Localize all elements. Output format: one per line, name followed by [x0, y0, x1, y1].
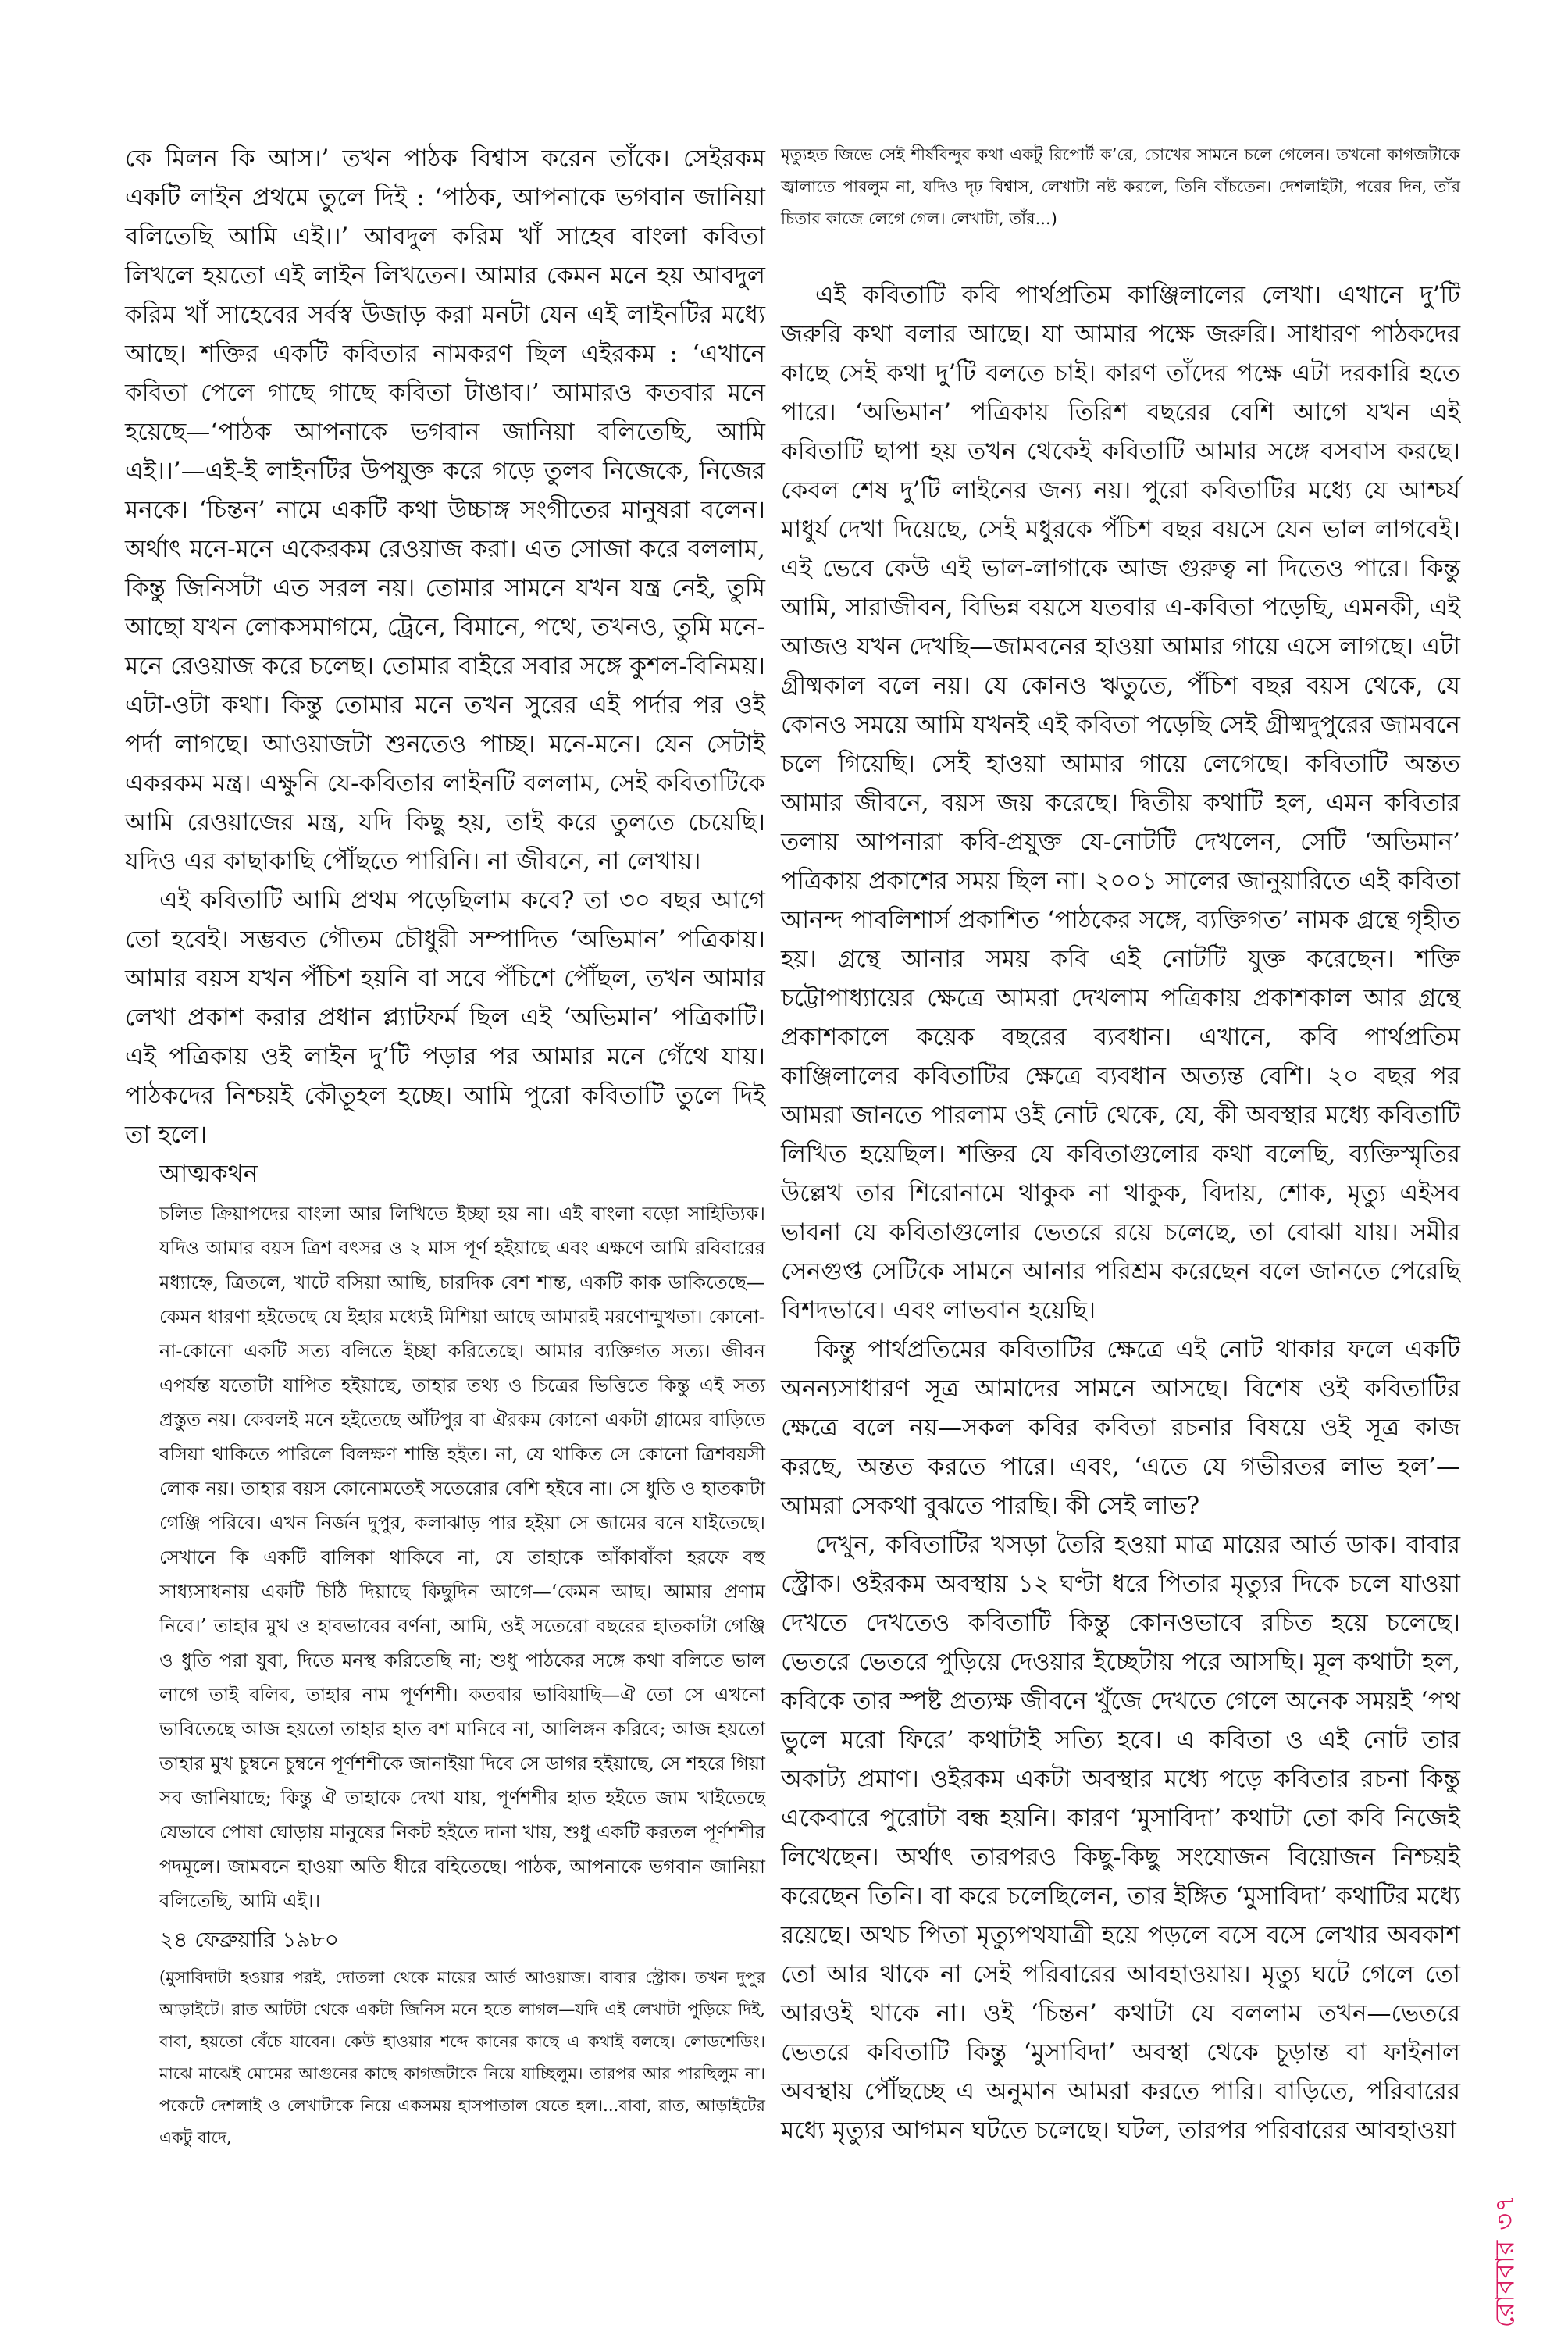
body-paragraph: দেখুন, কবিতাটির খসড়া তৈরি হওয়া মাত্র মায়ের আর্ত ডাক। বাবার স্ট্রোক। ওইরকম অবস্থায় ১২ ঘণ্টা ধরে পিতার মৃত্যুর দিকে চলে যাওয়া দেখতে দেখতেও কবিতাটি কিন্তু কোনওভাবে রচিত হয়ে চলেছে। ভেতরে ভেতরে পুড়িয়ে দেওয়ার ইচ্ছেটায় পরে আসছি। মূল কথাটা হল, কবিকে তার স্পষ্ট প্রত্যক্ষ জীবনে খুঁজে দেখতে গেলে অনেক সময়ই ‘পথ ভুলে মরো ফিরে’ কথাটাই সত্যি হবে। এ কবিতা ও এই নোট তার অকাট্য প্রমাণ। ওইরকম একটা অবস্থার মধ্যে পড়ে কবিতার রচনা কিন্তু একেবারে পুরোটা বন্ধ হয়নি। কারণ ‘মুসাবিদা’ কথাটা তো কবি নিজেই লিখেছেন। অর্থাৎ তারপরও কিছু-কিছু সংযোজন বিয়োজন নিশ্চয়ই করেছেন তিনি। বা করে চলেছিলেন, তার ইঙ্গিত ‘মুসাবিদা’ কথাটির মধ্যে রয়েছে। অথচ পিতা মৃত্যুপথযাত্রী হয়ে পড়লে বসে বসে লেখার অবকাশ তো আর থাকে না সেই পরিবারের আবহাওয়ায়। মৃত্যু ঘটে গেলে তো আরওই থাকে না। ওই ‘চিন্তন’ কথাটা যে বললাম তখন—ভেতরে ভেতরে কবিতাটি কিন্তু ‘মুসাবিদা’ অবস্থা থেকে চূড়ান্ত বা ফাইনাল অবস্থায় পৌঁছচ্ছে এ অনুমান আমরা করতে পারি। বাড়িতে, পরিবারের মধ্যে মৃত্যুর আগমন ঘটতে চলেছে। ঘটল, তারপর পরিবারের আবহাওয়া — [781, 1531, 1460, 2145]
poem-text: চলিত ক্রিয়াপদের বাংলা আর লিখিতে ইচ্ছা হয় না। এই বাংলা বড়ো সাহিত্যিক। যদিও আমার বয়স ত্রিশ বৎসর ও ২ মাস পূর্ণ হইয়াছে এবং এক্ষণে আমি রবিবারের মধ্যাহ্নে, ত্রিতলে, খাটে বসিয়া আছি, চারদিক বেশ শান্ত, একটি কাক ডাকিতেছে—কেমন ধারণা হইতেছে যে ইহার মধ্যেই মিশিয়া আছে আমারই মরণোন্মুখতা। কোনো-না-কোনো একটি সত্য বলিতে ইচ্ছা করিতেছে। আমার ব্যক্তিগত সত্য। জীবন এপর্যন্ত যতোটা যাপিত হইয়াছে, তাহার তথ্য ও চিত্রের ভিত্তিতে কিন্তু এই সত্য প্রস্তুত নয়। কেবলই মনে হইতেছে আঁটপুর বা ঐরকম কোনো একটা গ্রামের বাড়িতে বসিয়া থাকিতে পারিলে বিলক্ষণ শান্তি হইত। না, যে থাকিত সে কোনো ত্রিশবয়সী লোক নয়। তাহার বয়স কোনোমতেই সতেরোর বেশি হইবে না। সে ধুতি ও হাতকাটা গেঞ্জি পরিবে। এখন নির্জন দুপুর, কলাঝাড় পার হইয়া সে জামের বনে যাইতেছে। সেখানে কি একটি বালিকা থাকিবে না, যে তাহাকে আঁকাবাঁকা হরফে বহু সাধ্যসাধনায় একটি চিঠি দিয়াছে কিছুদিন আগে—‘কেমন আছ। আমার প্রণাম নিবে।’ তাহার মুখ ও হাবভাবের বর্ণনা, আমি, ওই সতেরো বছরের হাতকাটা গেঞ্জি ও ধুতি পরা যুবা, দিতে মনস্থ করিতেছি না; শুধু পাঠকের সঙ্গে কথা বলিতে ভাল লাগে তাই বলিব, তাহার নাম পূর্ণশশী। কতবার ভাবিয়াছি—ঐ তো সে এখনো ভাবিতেছে আজ হয়তো তাহার হাত বশ মানিবে না, আলিঙ্গন করিবে; আজ হয়তো তাহার মুখ চুম্বনে চুম্বনে পূর্ণশশীকে জানাইয়া দিবে সে ডাগর হইয়াছে, সে শহরে গিয়া সব জানিয়াছে; কিন্তু ঐ তাহাকে দেখা যায়, পূর্ণশশীর হাত হইতে জাম খাইতেছে যেভাবে পোষা ঘোড়ায় মানুষের নিকট হইতে দানা খায়, শুধু একটি করতল পূর্ণশশীর পদমূলে। জামবনে হাওয়া অতি ধীরে বহিতেছে। পাঠক, আপনাকে ভগবান জানিয়া বলিতেছি, আমি এই।। — [159, 1203, 766, 1912]
body-paragraph: কে মিলন কি আস।’ তখন পাঠক বিশ্বাস করেন তাঁকে। সেইরকম একটি লাইন প্রথমে তুলে দিই : ‘পাঠক, আপনাকে ভগবান জানিয়া বলিতেছি আমি এই।।’ আবদুল করিম খাঁ সাহেব বাংলা কবিতা লিখলে হয়তো এই লাইন লিখতেন। আমার কেমন মনে হয় আবদুল করিম খাঁ সাহেবের সর্বস্ব উজাড় করা মনটা যেন এই লাইনটির মধ্যে আছে। শক্তির একটি কবিতার নামকরণ ছিল এইরকম : ‘এখানে কবিতা পেলে গাছে গাছে কবিতা টাঙাব।’ আমারও কতবার মনে হয়েছে—‘পাঠক আপনাকে ভগবান জানিয়া বলিতেছি, আমি এই।।’—এই-ই লাইনটির উপযুক্ত করে গড়ে তুলব নিজেকে, নিজের মনকে। ‘চিন্তন’ নামে একটি কথা উচ্চাঙ্গ সংগীতের মানুষরা বলেন। অর্থাৎ মনে-মনে একেরকম রেওয়াজ করা। এত সোজা করে বললাম, কিন্তু জিনিসটা এত সরল নয়। তোমার সামনে যখন যন্ত্র নেই, তুমি আছো যখন লোকসমাগমে, ট্রেনে, বিমানে, পথে, তখনও, তুমি মনে-মনে রেওয়াজ করে চলেছ। তোমার বাইরে সবার সঙ্গে কুশল-বিনিময়। এটা-ওটা কথা। কিন্তু তোমার মনে তখন সুরের এই পর্দার পর ওই পর্দা লাগছে। আওয়াজটা শুনতেও পাচ্ছ। মনে-মনে। যেন সেটাই একরকম মন্ত্র। এক্ষুনি যে-কবিতার লাইনটি বললাম, সেই কবিতাটিকে আমি রেওয়াজের মন্ত্র, যদি কিছু হয়, তাই করে তুলতে চেয়েছি। যদিও এর কাছাকাছি পৌঁছতে পারিনি। না জীবনে, না লেখায়। — [125, 144, 765, 875]
page-folio — [1484, 2179, 1531, 2343]
folio-text: রোববার ৩৭ — [1489, 2194, 1521, 2328]
left-column — [125, 139, 765, 2154]
poem-title: আত্মকথন — [159, 1160, 258, 1188]
poem-footnote-continued: মৃত্যুহত জিভে সেই শীর্ষবিন্দুর কথা একটু রিপোর্ট ক’রে, চোখের সামনে চলে গেলেন। তখনো কাগজটাকে জ্বালাতে পারলুম না, যদিও দৃঢ় বিশ্বাস, লেখাটা নষ্ট করলে, তিনি বাঁচতেন। দেশলাইটা, পরের দিন, তাঁর চিতার কাজে লেগে গেল। লেখাটা, তাঁর...) — [781, 145, 1460, 228]
body-paragraph: এই কবিতাটি কবি পার্থপ্রতিম কাঞ্জিলালের লেখা। এখানে দু’টি জরুরি কথা বলার আছে। যা আমার পক্ষে জরুরি। সাধারণ পাঠকদের কাছে সেই কথা দু’টি বলতে চাই। কারণ তাঁদের পক্ষে এটা দরকারি হতে পারে। ‘অভিমান’ পত্রিকায় তিরিশ বছরের বেশি আগে যখন এই কবিতাটি ছাপা হয় তখন থেকেই কবিতাটি আমার সঙ্গে বসবাস করছে। কেবল শেষ দু’টি লাইনের জন্য নয়। পুরো কবিতাটির মধ্যে যে আশ্চর্য মাধুর্য দেখা দিয়েছে, সেই মধুরকে পঁচিশ বছর বয়সে যেন ভাল লাগবেই। এই ভেবে কেউ এই ভাল-লাগাকে আজ গুরুত্ব না দিতেও পারে। কিন্তু আমি, সারাজীবন, বিভিন্ন বয়সে যতবার এ-কবিতা পড়েছি, এমনকী, এই আজও যখন দেখছি—জামবনের হাওয়া আমার গায়ে এসে লাগছে। এটা গ্রীষ্মকাল বলে নয়। যে কোনও ঋতুতে, পঁচিশ বছর বয়স থেকে, যে কোনও সময়ে আমি যখনই এই কবিতা পড়েছি সেই গ্রীষ্মদুপুরের জামবনে চলে গিয়েছি। সেই হাওয়া আমার গায়ে লেগেছে। কবিতাটি অন্তত আমার জীবনে, বয়স জয় করেছে। দ্বিতীয় কথাটি হল, এমন কবিতার তলায় আপনারা কবি-প্রযুক্ত যে-নোটটি দেখলেন, সেটি ‘অভিমান’ পত্রিকায় প্রকাশের সময় ছিল না। ২০০১ সালের জানুয়ারিতে এই কবিতা আনন্দ পাবলিশার্স প্রকাশিত ‘পাঠকের সঙ্গে, ব্যক্তিগত’ নামক গ্রন্থে গৃহীত হয়। গ্রন্থে আনার সময় কবি এই নোটটি যুক্ত করেছেন। শক্তি চট্টোপাধ্যায়ের ক্ষেত্রে আমরা দেখলাম পত্রিকায় প্রকাশকাল আর গ্রন্থে প্রকাশকালে কয়েক বছরের ব্যবধান। এখানে, কবি পার্থপ্রতিম কাঞ্জিলালের কবিতাটির ক্ষেত্রে ব্যবধান অত্যন্ত বেশি। ২০ বছর পর আমরা জানতে পারলাম ওই নোট থেকে, যে, কী অবস্থার মধ্যে কবিতাটি লিখিত হয়েছিল। শক্তির যে কবিতাগুলোর কথা বলেছি, ব্যক্তিস্মৃতির উল্লেখ তার শিরোনামে থাকুক না থাকুক, বিদায়, শোক, মৃত্যু এইসব ভাবনা যে কবিতাগুলোর ভেতরে রয়ে চলেছে, তা বোঝা যায়। সমীর সেনগুপ্ত সেটিকে সামনে আনার পরিশ্রম করেছেন বলে জানতে পেরেছি বিশদভাবে। এবং লাভবান হয়েছি। — [781, 281, 1460, 1325]
body-paragraph: এই কবিতাটি আমি প্রথম পড়েছিলাম কবে? তা ৩০ বছর আগে তো হবেই। সম্ভবত গৌতম চৌধুরী সম্পাদিত ‘অভিমান’ পত্রিকায়। আমার বয়স যখন পঁচিশ হয়নি বা সবে পঁচিশে পৌঁছল, তখন আমার লেখা প্রকাশ করার প্রধান প্ল্যাটফর্ম ছিল এই ‘অভিমান’ পত্রিকাটি। এই পত্রিকায় ওই লাইন দু’টি পড়ার পর আমার মনে গেঁথে যায়। পাঠকদের নিশ্চয়ই কৌতূহল হচ্ছে। আমি পুরো কবিতাটি তুলে দিই তা হলে। — [125, 886, 765, 1149]
poem-date: ২৪ ফেব্রুয়ারি ১৯৮০ — [159, 1927, 340, 1952]
spacer — [781, 235, 1460, 276]
body-paragraph: কিন্তু পার্থপ্রতিমের কবিতাটির ক্ষেত্রে এই নোট থাকার ফলে একটি অনন্যসাধারণ সূত্র আমাদের সামনে আসছে। বিশেষ ওই কবিতাটির ক্ষেত্রে বলে নয়—সকল কবির কবিতা রচনার বিষয়ে ওই সূত্র কাজ করছে, অন্তত করতে পারে। এবং, ‘এতে যে গভীরতর লাভ হল’—আমরা সেকথা বুঝতে পারছি। কী সেই লাভ? — [781, 1335, 1460, 1520]
poem-footnote: (মুসাবিদাটা হওয়ার পরই, দোতলা থেকে মায়ের আর্ত আওয়াজ। বাবার স্ট্রোক। তখন দুপুর আড়াইটে। রাত আটটা থেকে একটা জিনিস মনে হতে লাগল—যদি এই লেখাটা পুড়িয়ে দিই, বাবা, হয়তো বেঁচে যাবেন। কেউ হাওয়ার শব্দে কানের কাছে এ কথাই বলছে। লোডশেডিং। মাঝে মাঝেই মোমের আগুনের কাছে কাগজটাকে নিয়ে যাচ্ছিলুম। তারপর আর পারছিলুম না। পকেটে দেশলাই ও লেখাটাকে নিয়ে একসময় হাসপাতাল যেতে হল।...বাবা, রাত, আড়াইটের একটু বাদে, — [159, 1968, 765, 2147]
right-column — [781, 139, 1460, 2150]
